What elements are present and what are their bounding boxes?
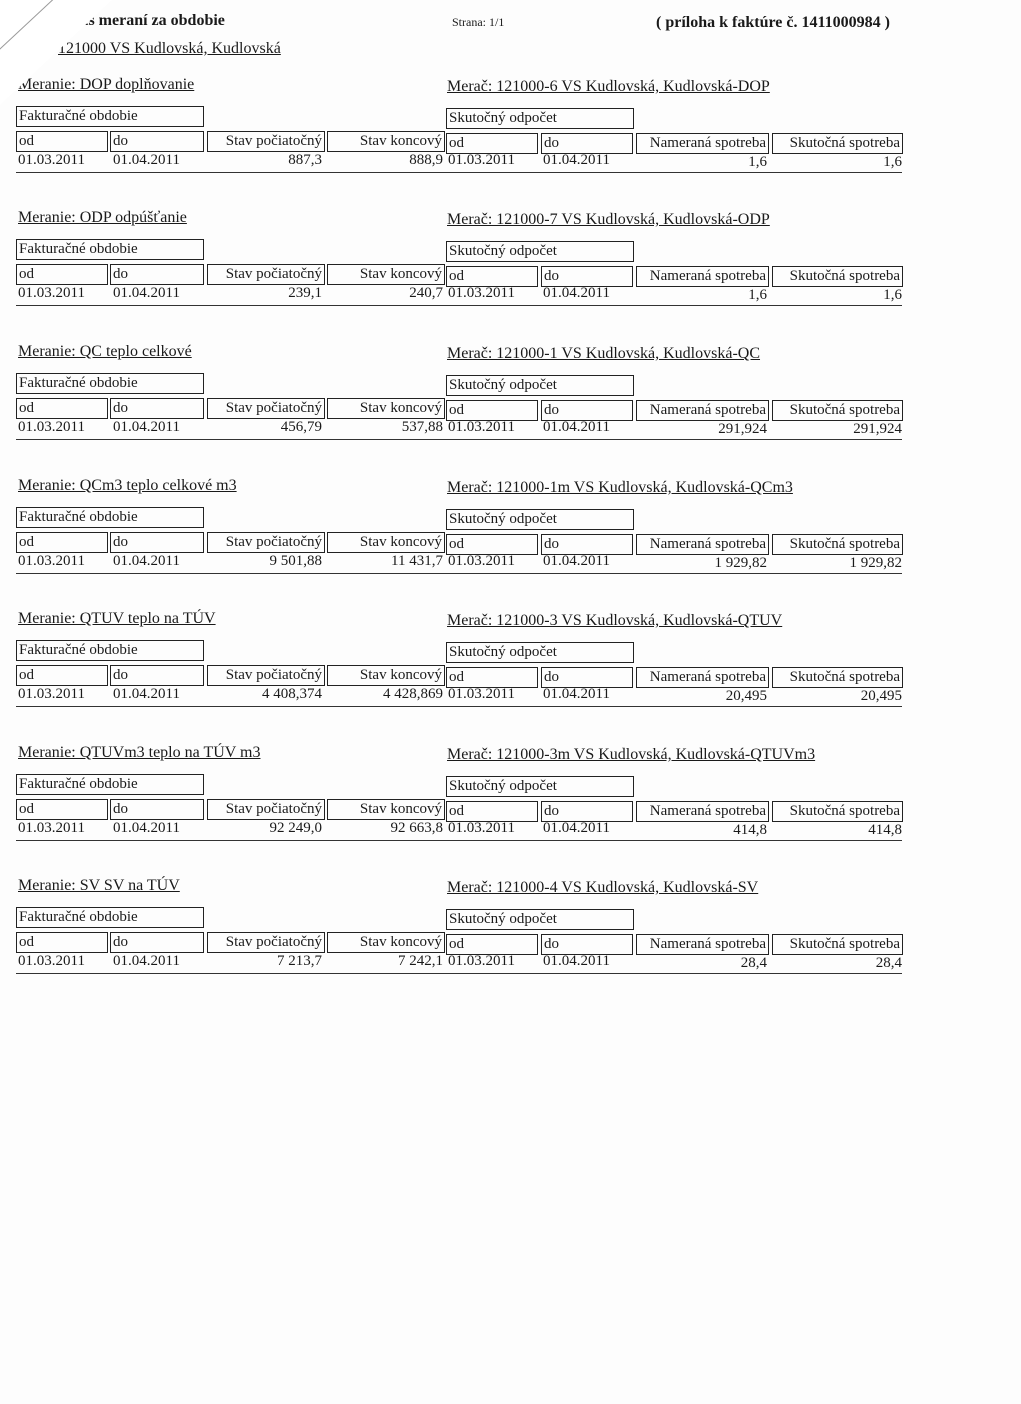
measured-consumption-header: Nameraná spotreba <box>636 266 769 287</box>
final-state-value: 7 242,1 <box>398 953 443 969</box>
document-title: ozpis meraní za obdobie <box>60 12 225 29</box>
reading-to-value: 01.04.2011 <box>543 285 610 301</box>
billing-from-header: od <box>16 398 108 419</box>
billing-to-value: 01.04.2011 <box>113 285 180 301</box>
billing-from-value: 01.03.2011 <box>18 152 85 168</box>
final-state-header: Stav koncový <box>327 131 445 152</box>
actual-reading-header: Skutočný odpočet <box>446 776 634 797</box>
measurement-section <box>0 877 1021 997</box>
measurement-section <box>0 477 1021 597</box>
billing-to-header: do <box>110 799 204 820</box>
reading-to-value: 01.04.2011 <box>543 820 610 836</box>
reading-from-header: od <box>446 133 538 154</box>
section-divider <box>16 706 902 707</box>
reading-to-header: do <box>541 934 633 955</box>
measurement-section <box>0 209 1021 329</box>
reading-from-header: od <box>446 801 538 822</box>
reading-to-header: do <box>541 534 633 555</box>
billing-to-value: 01.04.2011 <box>113 419 180 435</box>
actual-consumption-value: 1,6 <box>883 154 902 170</box>
billing-from-header: od <box>16 131 108 152</box>
measured-consumption-header: Nameraná spotreba <box>636 133 769 154</box>
section-divider <box>16 573 902 574</box>
reading-from-value: 01.03.2011 <box>448 152 515 168</box>
initial-state-header: Stav počiatočný <box>207 532 325 553</box>
section-divider <box>16 305 902 306</box>
actual-reading-header: Skutočný odpočet <box>446 642 634 663</box>
reading-to-header: do <box>541 801 633 822</box>
billing-from-value: 01.03.2011 <box>18 553 85 569</box>
final-state-value: 888,9 <box>409 152 443 168</box>
initial-state-value: 887,3 <box>288 152 322 168</box>
initial-state-value: 92 249,0 <box>269 820 322 836</box>
billing-from-header: od <box>16 932 108 953</box>
meter-name: Merač: 121000-7 VS Kudlovská, Kudlovská-ODP <box>447 211 770 228</box>
measured-consumption-header: Nameraná spotreba <box>636 934 769 955</box>
section-divider <box>16 973 902 974</box>
billing-to-value: 01.04.2011 <box>113 953 180 969</box>
reading-from-header: od <box>446 534 538 555</box>
initial-state-header: Stav počiatočný <box>207 799 325 820</box>
section-divider <box>16 439 902 440</box>
initial-state-value: 4 408,374 <box>262 686 322 702</box>
meter-name: Merač: 121000-4 VS Kudlovská, Kudlovská-SV <box>447 879 759 896</box>
actual-consumption-header: Skutočná spotreba <box>772 667 903 688</box>
actual-consumption-header: Skutočná spotreba <box>772 133 903 154</box>
measured-consumption-value: 1,6 <box>748 154 767 170</box>
measured-consumption-header: Nameraná spotreba <box>636 534 769 555</box>
final-state-header: Stav koncový <box>327 398 445 419</box>
section-divider <box>16 172 902 173</box>
measured-consumption-value: 1 929,82 <box>714 555 767 571</box>
initial-state-value: 239,1 <box>288 285 322 301</box>
reading-to-value: 01.04.2011 <box>543 553 610 569</box>
folded-corner <box>0 0 112 105</box>
measurement-section <box>0 76 1021 196</box>
actual-consumption-value: 28,4 <box>875 955 902 971</box>
final-state-value: 11 431,7 <box>391 553 443 569</box>
actual-consumption-value: 1,6 <box>883 287 902 303</box>
initial-state-header: Stav počiatočný <box>207 264 325 285</box>
actual-reading-header: Skutočný odpočet <box>446 909 634 930</box>
billing-period-header: Fakturačné obdobie <box>16 106 204 127</box>
billing-from-header: od <box>16 532 108 553</box>
measurement-section <box>0 343 1021 463</box>
measured-consumption-value: 20,495 <box>725 688 767 704</box>
measured-consumption-value: 1,6 <box>748 287 767 303</box>
reading-to-header: do <box>541 400 633 421</box>
billing-to-value: 01.04.2011 <box>113 553 180 569</box>
document-subtitle: 121000 VS Kudlovská, Kudlovská <box>58 40 281 57</box>
actual-reading-header: Skutočný odpočet <box>446 241 634 262</box>
billing-to-header: do <box>110 932 204 953</box>
billing-from-header: od <box>16 799 108 820</box>
meter-name: Merač: 121000-3 VS Kudlovská, Kudlovská-QTUV <box>447 612 783 629</box>
final-state-value: 240,7 <box>409 285 443 301</box>
billing-to-header: do <box>110 665 204 686</box>
actual-reading-header: Skutočný odpočet <box>446 509 634 530</box>
billing-period-header: Fakturačné obdobie <box>16 774 204 795</box>
measurement-name: Meranie: ODP odpúšťanie <box>18 209 187 226</box>
actual-consumption-header: Skutočná spotreba <box>772 400 903 421</box>
reading-to-value: 01.04.2011 <box>543 686 610 702</box>
meter-name: Merač: 121000-1m VS Kudlovská, Kudlovská-QCm3 <box>447 479 793 496</box>
billing-to-value: 01.04.2011 <box>113 152 180 168</box>
initial-state-header: Stav počiatočný <box>207 398 325 419</box>
billing-period-header: Fakturačné obdobie <box>16 239 204 260</box>
section-divider <box>16 840 902 841</box>
final-state-header: Stav koncový <box>327 932 445 953</box>
measured-consumption-header: Nameraná spotreba <box>636 667 769 688</box>
reading-to-header: do <box>541 133 633 154</box>
billing-to-header: do <box>110 532 204 553</box>
measurement-name: Meranie: SV SV na TÚV <box>18 877 180 894</box>
measured-consumption-value: 28,4 <box>740 955 767 971</box>
actual-reading-header: Skutočný odpočet <box>446 108 634 129</box>
billing-period-header: Fakturačné obdobie <box>16 907 204 928</box>
reading-to-value: 01.04.2011 <box>543 419 610 435</box>
initial-state-header: Stav počiatočný <box>207 665 325 686</box>
measured-consumption-header: Nameraná spotreba <box>636 801 769 822</box>
reading-from-header: od <box>446 266 538 287</box>
billing-from-header: od <box>16 264 108 285</box>
initial-state-header: Stav počiatočný <box>207 131 325 152</box>
billing-from-value: 01.03.2011 <box>18 285 85 301</box>
billing-to-value: 01.04.2011 <box>113 820 180 836</box>
billing-period-header: Fakturačné obdobie <box>16 507 204 528</box>
actual-reading-header: Skutočný odpočet <box>446 375 634 396</box>
final-state-header: Stav koncový <box>327 799 445 820</box>
actual-consumption-header: Skutočná spotreba <box>772 934 903 955</box>
actual-consumption-value: 414,8 <box>868 822 902 838</box>
measurement-name: Meranie: QC teplo celkové <box>18 343 192 360</box>
reading-from-value: 01.03.2011 <box>448 553 515 569</box>
final-state-value: 4 428,869 <box>383 686 443 702</box>
measurement-name: Meranie: QTUVm3 teplo na TÚV m3 <box>18 744 261 761</box>
reading-to-value: 01.04.2011 <box>543 152 610 168</box>
billing-period-header: Fakturačné obdobie <box>16 640 204 661</box>
initial-state-value: 7 213,7 <box>277 953 322 969</box>
measurement-name: Meranie: QCm3 teplo celkové m3 <box>18 477 237 494</box>
measurement-section <box>0 744 1021 864</box>
reading-to-header: do <box>541 667 633 688</box>
measurement-name: Meranie: DOP doplňovanie <box>18 76 195 93</box>
measurement-section <box>0 610 1021 730</box>
measured-consumption-value: 291,924 <box>718 421 767 437</box>
final-state-value: 92 663,8 <box>390 820 443 836</box>
meter-name: Merač: 121000-6 VS Kudlovská, Kudlovská-DOP <box>447 78 770 95</box>
meter-name: Merač: 121000-1 VS Kudlovská, Kudlovská-QC <box>447 345 761 362</box>
measured-consumption-value: 414,8 <box>733 822 767 838</box>
final-state-header: Stav koncový <box>327 264 445 285</box>
billing-period-header: Fakturačné obdobie <box>16 373 204 394</box>
invoice-attachment-note: ( príloha k faktúre č. 1411000984 ) <box>656 14 890 31</box>
measurement-name: Meranie: QTUV teplo na TÚV <box>18 610 216 627</box>
billing-to-header: do <box>110 131 204 152</box>
reading-from-header: od <box>446 667 538 688</box>
billing-from-value: 01.03.2011 <box>18 419 85 435</box>
measured-consumption-header: Nameraná spotreba <box>636 400 769 421</box>
billing-from-value: 01.03.2011 <box>18 820 85 836</box>
initial-state-header: Stav počiatočný <box>207 932 325 953</box>
meter-name: Merač: 121000-3m VS Kudlovská, Kudlovská-QTUVm3 <box>447 746 816 763</box>
initial-state-value: 456,79 <box>280 419 322 435</box>
page-number: Strana: 1/1 <box>452 15 505 29</box>
billing-to-value: 01.04.2011 <box>113 686 180 702</box>
actual-consumption-value: 20,495 <box>860 688 902 704</box>
billing-to-header: do <box>110 264 204 285</box>
reading-from-value: 01.03.2011 <box>448 953 515 969</box>
actual-consumption-header: Skutočná spotreba <box>772 266 903 287</box>
reading-to-value: 01.04.2011 <box>543 953 610 969</box>
actual-consumption-header: Skutočná spotreba <box>772 801 903 822</box>
reading-from-header: od <box>446 934 538 955</box>
billing-from-header: od <box>16 665 108 686</box>
reading-from-header: od <box>446 400 538 421</box>
initial-state-value: 9 501,88 <box>269 553 322 569</box>
reading-from-value: 01.03.2011 <box>448 285 515 301</box>
billing-to-header: do <box>110 398 204 419</box>
billing-from-value: 01.03.2011 <box>18 953 85 969</box>
final-state-header: Stav koncový <box>327 532 445 553</box>
reading-from-value: 01.03.2011 <box>448 419 515 435</box>
actual-consumption-value: 1 929,82 <box>849 555 902 571</box>
reading-from-value: 01.03.2011 <box>448 820 515 836</box>
final-state-value: 537,88 <box>401 419 443 435</box>
reading-to-header: do <box>541 266 633 287</box>
actual-consumption-header: Skutočná spotreba <box>772 534 903 555</box>
actual-consumption-value: 291,924 <box>853 421 902 437</box>
billing-from-value: 01.03.2011 <box>18 686 85 702</box>
reading-from-value: 01.03.2011 <box>448 686 515 702</box>
final-state-header: Stav koncový <box>327 665 445 686</box>
